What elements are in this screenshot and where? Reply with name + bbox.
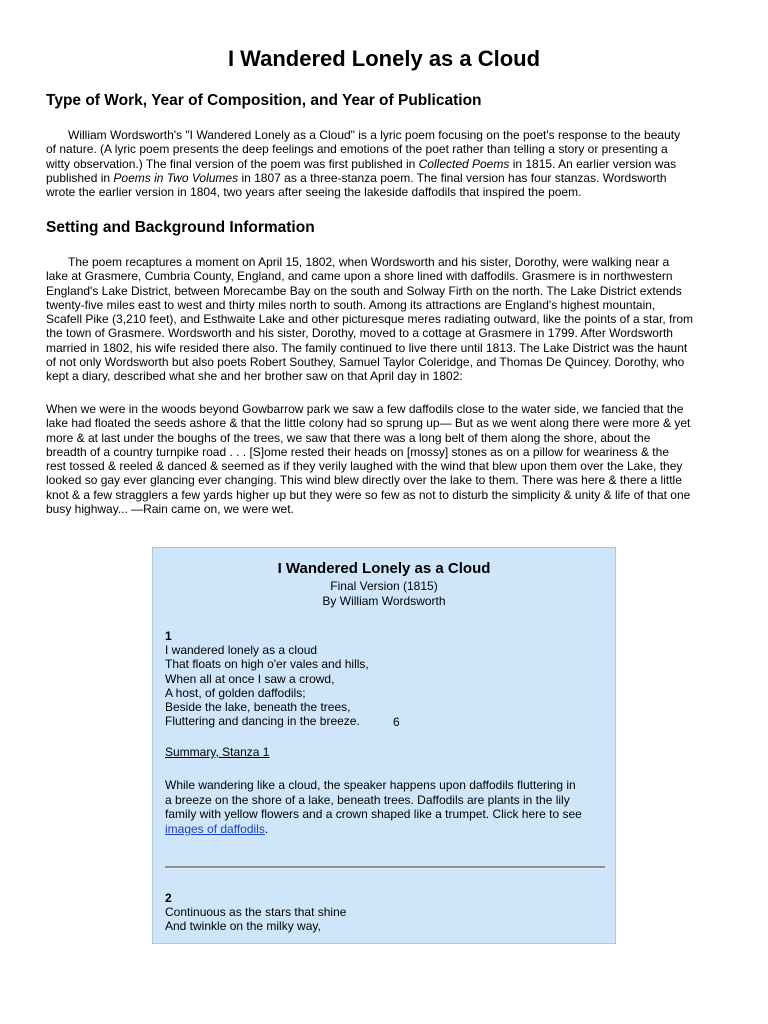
poem-line: I wandered lonely as a cloud: [165, 643, 318, 657]
collected-poems-title: Collected Poems: [418, 156, 510, 171]
poem-line: Continuous as the stars that shine: [165, 905, 347, 919]
stanza-1-summary: While wandering like a cloud, the speaker happens upon daffodils fluttering in a breeze on the shore of a lake, beneath trees. Daffodils are plants in the lily family with yellow flowers and a crown shaped like a trumpet. Click here to see images of daffodils.: [165, 778, 582, 836]
poems-in-two-volumes-title: Poems in Two Volumes: [113, 170, 239, 185]
poem-version: Final Version (1815): [330, 579, 438, 593]
poem-card: [152, 547, 616, 944]
stanza-divider: [165, 866, 605, 869]
poem-line: When all at once I saw a crowd,: [165, 671, 335, 686]
diary-quote: When we were in the woods beyond Gowbarrow park we saw a few daffodils close to the water side, we fancied that the lake had floated the seeds ashore & that the little colony had so sprung up— But as we went along there were more & yet more & at last under the boughs of the trees, we saw that there was a long belt of them along the shore, about the breadth of a country turnpike road . . . [S]ome rested their heads on [mossy] stones as on a pillow for weariness & the rest tossed & reeled & danced & seemed as if they verily laughed with the wind that blew upon them over the Lake, they looked so gay ever glancing ever changing. This wind blew directly over the lake to them. There was here & there a little knot & a few stragglers a few yards higher up but they were so few as not to disturb the simplicity & unity & life of that one busy highway... —Rain came on, we were wet.: [46, 402, 691, 517]
poem-line: Fluttering and dancing in the breeze.: [165, 714, 360, 729]
stanza-2: [165, 905, 605, 934]
poem-line: That floats on high o'er vales and hills,: [165, 657, 369, 672]
summary-stanza-1-link[interactable]: Summary, Stanza 1: [165, 745, 270, 759]
poem-line: And twinkle on the milky way,: [165, 919, 321, 934]
poem-card-title: I Wandered Lonely as a Cloud: [277, 560, 491, 577]
poem-byline: By William Wordsworth: [322, 594, 446, 608]
images-of-daffodils-link[interactable]: images of daffodils: [165, 821, 265, 836]
stanza-number-2: 2: [165, 891, 172, 905]
stanza-number-1: 1: [165, 629, 172, 643]
poem-line: Beside the lake, beneath the trees,: [165, 700, 351, 715]
type-of-work-paragraph: William Wordsworth's "I Wandered Lonely as a Cloud" is a lyric poem focusing on the poet's response to the beauty of nature. (A lyric poem presents the deep feelings and emotions of the poet rather than telling a story or presenting a witty observation.) The final version of the poem was first published in Collected Poems in 1815. An earlier version was published in Poems in Two Volumes in 1807 as a three-stanza poem. The final version has four stanzas. Wordsworth wrote the earlier version in 1804, two years after seeing the lakeside daffodils that inspired the poem.: [46, 128, 681, 200]
stanza-1: [165, 643, 605, 729]
poem-line: A host, of golden daffodils;: [165, 685, 306, 700]
setting-paragraph: The poem recaptures a moment on April 15, 1802, when Wordsworth and his sister, Dorothy, were walking near a lake at Grasmere, Cumbria County, England, and came upon a shore lined with daffodils. Grasmere is in northwestern England's Lake District, between Morecambe Bay on the south and Solway Firth on the north. The Lake District extends twenty-five miles east to west and thirty miles north to south. Among its attractions are England's highest mountain, Scafell Pike (3,210 feet), and Esthwaite Lake and other picturesque meres radiating outward, like the points of a star, from the town of Grasmere. Wordsworth and his sister, Dorothy, moved to a cottage at Grasmere in 1799. After Wordsworth married in 1802, his wife resided there also. The family continued to live there until 1813. The Lake District was the haunt of not only Wordsworth but also poets Robert Southey, Samuel Taylor Coleridge, and Thomas De Quincey. Dorothy, who kept a diary, described what she and her brother saw on that April day in 1802:: [46, 255, 694, 384]
section-heading-setting: Setting and Background Information: [46, 219, 315, 236]
page-title: I Wandered Lonely as a Cloud: [227, 46, 541, 71]
section-heading-type-of-work: Type of Work, Year of Composition, and Year of Publication: [46, 92, 482, 109]
line-number: 6: [393, 714, 400, 729]
